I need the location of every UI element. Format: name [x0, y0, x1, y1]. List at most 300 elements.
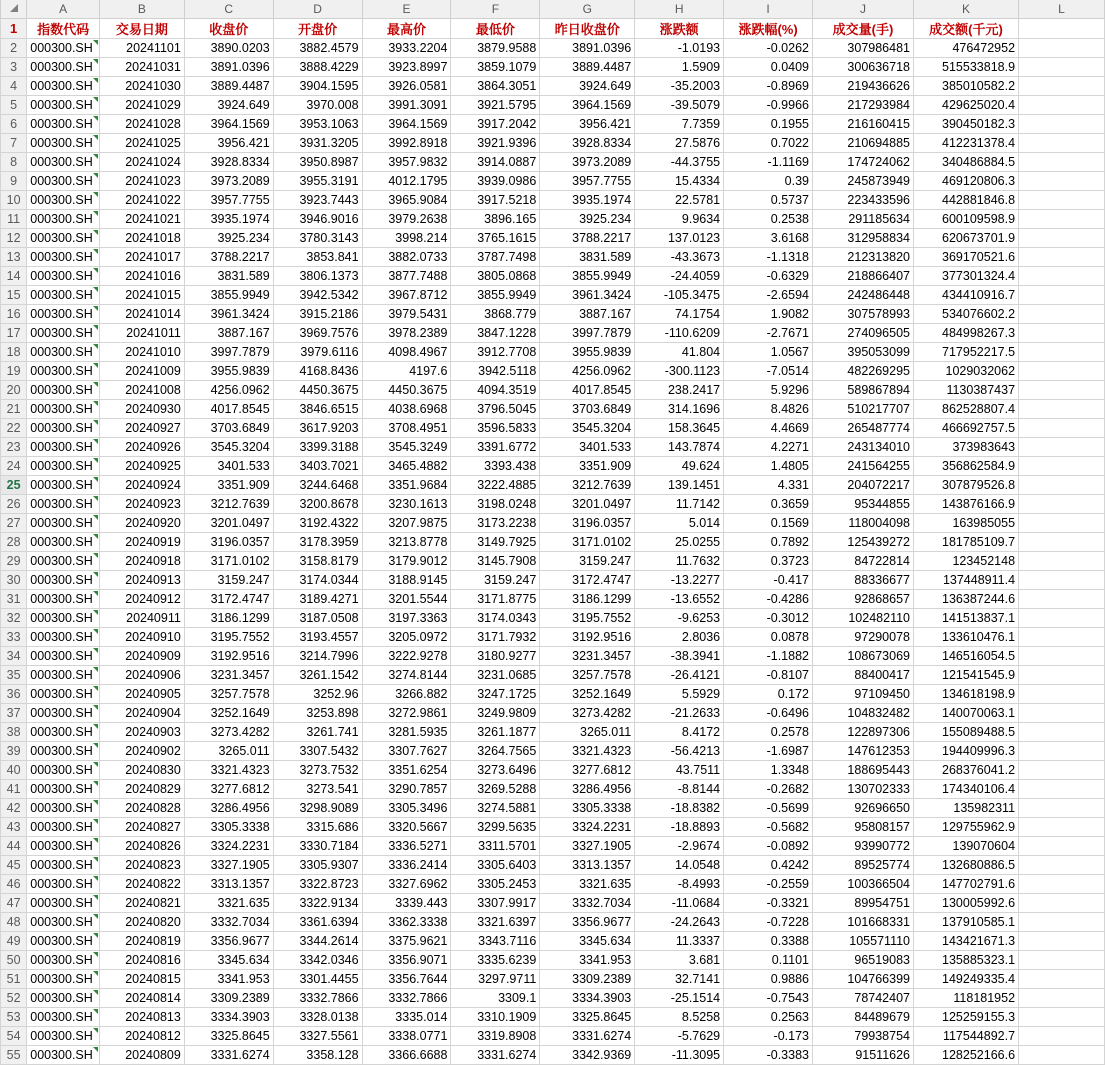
cell-value[interactable]: 155089488.5: [914, 722, 1019, 741]
cell-value[interactable]: 291185634: [813, 209, 914, 228]
cell-index-code[interactable]: 000300.SH: [27, 456, 100, 475]
cell-value[interactable]: 3297.9711: [451, 969, 540, 988]
cell-value[interactable]: -0.417: [724, 570, 813, 589]
cell-value[interactable]: 3912.7708: [451, 342, 540, 361]
cell-value[interactable]: -8.8144: [635, 779, 724, 798]
empty-cell[interactable]: [1019, 304, 1105, 323]
cell-index-code[interactable]: 000300.SH: [27, 266, 100, 285]
cell-value[interactable]: 3179.9012: [362, 551, 451, 570]
cell-index-code[interactable]: 000300.SH: [27, 703, 100, 722]
cell-value[interactable]: 11.7632: [635, 551, 724, 570]
empty-cell[interactable]: [1019, 285, 1105, 304]
cell-value[interactable]: 3201.5544: [362, 589, 451, 608]
cell-index-code[interactable]: 000300.SH: [27, 475, 100, 494]
empty-cell[interactable]: [1019, 266, 1105, 285]
table-row[interactable]: [1, 456, 1105, 475]
cell-value[interactable]: 3617.9203: [273, 418, 362, 437]
table-row[interactable]: [1, 665, 1105, 684]
cell-value[interactable]: 3277.6812: [184, 779, 273, 798]
cell-trade-date[interactable]: 20240930: [99, 399, 184, 418]
cell-value[interactable]: 3310.1909: [451, 1007, 540, 1026]
cell-index-code[interactable]: 000300.SH: [27, 494, 100, 513]
cell-value[interactable]: -0.6329: [724, 266, 813, 285]
cell-value[interactable]: 125439272: [813, 532, 914, 551]
cell-index-code[interactable]: 000300.SH: [27, 817, 100, 836]
cell-value[interactable]: 0.2563: [724, 1007, 813, 1026]
cell-index-code[interactable]: 000300.SH: [27, 722, 100, 741]
cell-value[interactable]: 476472952: [914, 38, 1019, 57]
cell-value[interactable]: 3269.5288: [451, 779, 540, 798]
row-number[interactable]: 12: [1, 228, 27, 247]
cell-value[interactable]: 3703.6849: [540, 399, 635, 418]
cell-value[interactable]: 3273.7532: [273, 760, 362, 779]
cell-value[interactable]: 1.5909: [635, 57, 724, 76]
cell-value[interactable]: 3356.9677: [184, 931, 273, 950]
cell-value[interactable]: 3231.0685: [451, 665, 540, 684]
table-row[interactable]: [1, 532, 1105, 551]
cell-value[interactable]: 8.5258: [635, 1007, 724, 1026]
cell-value[interactable]: 3305.9307: [273, 855, 362, 874]
cell-value[interactable]: 3864.3051: [451, 76, 540, 95]
cell-value[interactable]: 3889.4487: [184, 76, 273, 95]
cell-value[interactable]: -300.1123: [635, 361, 724, 380]
cell-trade-date[interactable]: 20240826: [99, 836, 184, 855]
cell-value[interactable]: 510217707: [813, 399, 914, 418]
cell-value[interactable]: 3403.7021: [273, 456, 362, 475]
cell-value[interactable]: 3935.1974: [540, 190, 635, 209]
cell-trade-date[interactable]: 20240813: [99, 1007, 184, 1026]
cell-trade-date[interactable]: 20240920: [99, 513, 184, 532]
table-row[interactable]: [1, 1045, 1105, 1064]
table-row[interactable]: [1, 570, 1105, 589]
cell-value[interactable]: 3979.5431: [362, 304, 451, 323]
empty-cell[interactable]: [1019, 18, 1105, 38]
cell-value[interactable]: -9.6253: [635, 608, 724, 627]
cell-value[interactable]: -18.8382: [635, 798, 724, 817]
cell-value[interactable]: 482269295: [813, 361, 914, 380]
column-header-i[interactable]: I: [724, 0, 813, 18]
cell-value[interactable]: 3145.7908: [451, 551, 540, 570]
cell-value[interactable]: 243134010: [813, 437, 914, 456]
cell-value[interactable]: 3361.6394: [273, 912, 362, 931]
cell-index-code[interactable]: 000300.SH: [27, 399, 100, 418]
empty-cell[interactable]: [1019, 57, 1105, 76]
cell-value[interactable]: 238.2417: [635, 380, 724, 399]
cell-value[interactable]: 3765.1615: [451, 228, 540, 247]
cell-value[interactable]: 3324.2231: [540, 817, 635, 836]
cell-value[interactable]: -39.5079: [635, 95, 724, 114]
table-row[interactable]: [1, 741, 1105, 760]
cell-value[interactable]: 0.39: [724, 171, 813, 190]
cell-value[interactable]: 43.7511: [635, 760, 724, 779]
cell-value[interactable]: -24.4059: [635, 266, 724, 285]
empty-cell[interactable]: [1019, 950, 1105, 969]
row-number[interactable]: 31: [1, 589, 27, 608]
empty-cell[interactable]: [1019, 437, 1105, 456]
cell-value[interactable]: 4017.8545: [184, 399, 273, 418]
row-number[interactable]: 23: [1, 437, 27, 456]
empty-cell[interactable]: [1019, 627, 1105, 646]
cell-value[interactable]: 0.7022: [724, 133, 813, 152]
cell-index-code[interactable]: 000300.SH: [27, 342, 100, 361]
cell-value[interactable]: 188695443: [813, 760, 914, 779]
cell-value[interactable]: 3212.7639: [540, 475, 635, 494]
row-number[interactable]: 48: [1, 912, 27, 931]
cell-value[interactable]: 3401.533: [540, 437, 635, 456]
cell-value[interactable]: 3272.9861: [362, 703, 451, 722]
cell-value[interactable]: 3222.4885: [451, 475, 540, 494]
empty-cell[interactable]: [1019, 874, 1105, 893]
cell-value[interactable]: 3324.2231: [184, 836, 273, 855]
cell-value[interactable]: 3955.9839: [184, 361, 273, 380]
cell-value[interactable]: 1130387437: [914, 380, 1019, 399]
column-header-c[interactable]: C: [184, 0, 273, 18]
cell-value[interactable]: 3998.214: [362, 228, 451, 247]
cell-value[interactable]: -11.0684: [635, 893, 724, 912]
cell-value[interactable]: 3328.0138: [273, 1007, 362, 1026]
empty-cell[interactable]: [1019, 456, 1105, 475]
cell-value[interactable]: 373983643: [914, 437, 1019, 456]
table-row[interactable]: [1, 703, 1105, 722]
cell-index-code[interactable]: 000300.SH: [27, 551, 100, 570]
cell-value[interactable]: 0.0409: [724, 57, 813, 76]
cell-value[interactable]: 143.7874: [635, 437, 724, 456]
row-number[interactable]: 9: [1, 171, 27, 190]
empty-cell[interactable]: [1019, 532, 1105, 551]
cell-value[interactable]: 11.7142: [635, 494, 724, 513]
cell-value[interactable]: 3882.4579: [273, 38, 362, 57]
cell-value[interactable]: 79938754: [813, 1026, 914, 1045]
table-row[interactable]: [1, 513, 1105, 532]
cell-value[interactable]: 3265.011: [184, 741, 273, 760]
cell-value[interactable]: 147702791.6: [914, 874, 1019, 893]
cell-value[interactable]: 3805.0868: [451, 266, 540, 285]
cell-value[interactable]: 3979.6116: [273, 342, 362, 361]
cell-value[interactable]: 4.2271: [724, 437, 813, 456]
cell-value[interactable]: 3336.5271: [362, 836, 451, 855]
cell-value[interactable]: 3264.7565: [451, 741, 540, 760]
cell-value[interactable]: 3351.6254: [362, 760, 451, 779]
empty-cell[interactable]: [1019, 209, 1105, 228]
cell-value[interactable]: 15.4334: [635, 171, 724, 190]
table-row[interactable]: [1, 57, 1105, 76]
empty-cell[interactable]: [1019, 931, 1105, 950]
empty-cell[interactable]: [1019, 513, 1105, 532]
cell-trade-date[interactable]: 20241014: [99, 304, 184, 323]
cell-value[interactable]: 11.3337: [635, 931, 724, 950]
cell-value[interactable]: 136387244.6: [914, 589, 1019, 608]
table-row[interactable]: [1, 817, 1105, 836]
cell-value[interactable]: 3171.7932: [451, 627, 540, 646]
cell-trade-date[interactable]: 20240913: [99, 570, 184, 589]
cell-trade-date[interactable]: 20241011: [99, 323, 184, 342]
cell-value[interactable]: -2.6594: [724, 285, 813, 304]
row-number[interactable]: 25: [1, 475, 27, 494]
cell-value[interactable]: 3171.0102: [540, 532, 635, 551]
cell-value[interactable]: 3961.3424: [540, 285, 635, 304]
cell-value[interactable]: 3261.1542: [273, 665, 362, 684]
row-number[interactable]: 3: [1, 57, 27, 76]
cell-value[interactable]: 3956.421: [184, 133, 273, 152]
cell-value[interactable]: 97109450: [813, 684, 914, 703]
cell-value[interactable]: 217293984: [813, 95, 914, 114]
cell-value[interactable]: 4256.0962: [540, 361, 635, 380]
cell-value[interactable]: 3955.9839: [540, 342, 635, 361]
cell-value[interactable]: 3465.4882: [362, 456, 451, 475]
table-row[interactable]: [1, 95, 1105, 114]
cell-value[interactable]: 469120806.3: [914, 171, 1019, 190]
cell-value[interactable]: 3332.7866: [273, 988, 362, 1007]
cell-index-code[interactable]: 000300.SH: [27, 589, 100, 608]
cell-trade-date[interactable]: 20240827: [99, 817, 184, 836]
cell-trade-date[interactable]: 20240829: [99, 779, 184, 798]
cell-value[interactable]: 3174.0343: [451, 608, 540, 627]
cell-value[interactable]: 600109598.9: [914, 209, 1019, 228]
cell-value[interactable]: 3319.8908: [451, 1026, 540, 1045]
empty-cell[interactable]: [1019, 646, 1105, 665]
cell-trade-date[interactable]: 20240820: [99, 912, 184, 931]
column-header-k[interactable]: K: [914, 0, 1019, 18]
cell-value[interactable]: 3205.0972: [362, 627, 451, 646]
cell-trade-date[interactable]: 20240809: [99, 1045, 184, 1064]
cell-value[interactable]: 3171.8775: [451, 589, 540, 608]
cell-value[interactable]: 3315.686: [273, 817, 362, 836]
cell-value[interactable]: 3780.3143: [273, 228, 362, 247]
cell-value[interactable]: 3879.9588: [451, 38, 540, 57]
table-row[interactable]: [1, 627, 1105, 646]
cell-value[interactable]: 8.4172: [635, 722, 724, 741]
cell-value[interactable]: 143876166.9: [914, 494, 1019, 513]
row-number[interactable]: 14: [1, 266, 27, 285]
cell-value[interactable]: 3961.3424: [184, 304, 273, 323]
cell-value[interactable]: 3358.128: [273, 1045, 362, 1064]
cell-value[interactable]: 3997.7879: [540, 323, 635, 342]
row-number[interactable]: 39: [1, 741, 27, 760]
cell-value[interactable]: 241564255: [813, 456, 914, 475]
cell-value[interactable]: 22.5781: [635, 190, 724, 209]
cell-value[interactable]: 3788.2217: [184, 247, 273, 266]
table-row[interactable]: [1, 418, 1105, 437]
table-row[interactable]: [1, 798, 1105, 817]
row-number[interactable]: 30: [1, 570, 27, 589]
row-number[interactable]: 6: [1, 114, 27, 133]
cell-value[interactable]: -1.1169: [724, 152, 813, 171]
cell-trade-date[interactable]: 20240821: [99, 893, 184, 912]
row-number[interactable]: 17: [1, 323, 27, 342]
cell-value[interactable]: 429625020.4: [914, 95, 1019, 114]
cell-value[interactable]: 3334.3903: [184, 1007, 273, 1026]
cell-value[interactable]: -1.1882: [724, 646, 813, 665]
cell-value[interactable]: 139.1451: [635, 475, 724, 494]
cell-value[interactable]: 3186.1299: [540, 589, 635, 608]
cell-value[interactable]: 139070604: [914, 836, 1019, 855]
cell-value[interactable]: 3336.2414: [362, 855, 451, 874]
cell-value[interactable]: 3356.9677: [540, 912, 635, 931]
cell-value[interactable]: 3290.7857: [362, 779, 451, 798]
cell-value[interactable]: 3942.5342: [273, 285, 362, 304]
cell-trade-date[interactable]: 20240909: [99, 646, 184, 665]
cell-value[interactable]: 3545.3204: [184, 437, 273, 456]
cell-value[interactable]: 3192.9516: [184, 646, 273, 665]
cell-value[interactable]: 620673701.9: [914, 228, 1019, 247]
cell-value[interactable]: 3335.014: [362, 1007, 451, 1026]
cell-value[interactable]: 5.014: [635, 513, 724, 532]
cell-value[interactable]: 3924.649: [540, 76, 635, 95]
cell-value[interactable]: 93990772: [813, 836, 914, 855]
cell-value[interactable]: 3914.0887: [451, 152, 540, 171]
cell-value[interactable]: 3991.3091: [362, 95, 451, 114]
cell-value[interactable]: 3.6168: [724, 228, 813, 247]
cell-value[interactable]: 0.7892: [724, 532, 813, 551]
cell-index-code[interactable]: 000300.SH: [27, 969, 100, 988]
cell-value[interactable]: 442881846.8: [914, 190, 1019, 209]
cell-value[interactable]: -8.4993: [635, 874, 724, 893]
row-number[interactable]: 15: [1, 285, 27, 304]
cell-value[interactable]: 3309.1: [451, 988, 540, 1007]
cell-value[interactable]: 3334.3903: [540, 988, 635, 1007]
cell-trade-date[interactable]: 20241010: [99, 342, 184, 361]
cell-value[interactable]: 3545.3249: [362, 437, 451, 456]
cell-value[interactable]: 3855.9949: [540, 266, 635, 285]
cell-value[interactable]: 27.5876: [635, 133, 724, 152]
row-number[interactable]: 42: [1, 798, 27, 817]
empty-cell[interactable]: [1019, 608, 1105, 627]
table-row[interactable]: [1, 836, 1105, 855]
cell-value[interactable]: 78742407: [813, 988, 914, 1007]
cell-value[interactable]: -24.2643: [635, 912, 724, 931]
row-number[interactable]: 19: [1, 361, 27, 380]
cell-value[interactable]: 141513837.1: [914, 608, 1019, 627]
cell-value[interactable]: 104766399: [813, 969, 914, 988]
cell-value[interactable]: -0.8107: [724, 665, 813, 684]
cell-value[interactable]: 3877.7488: [362, 266, 451, 285]
cell-value[interactable]: -18.8893: [635, 817, 724, 836]
cell-value[interactable]: 14.0548: [635, 855, 724, 874]
cell-index-code[interactable]: 000300.SH: [27, 152, 100, 171]
empty-cell[interactable]: [1019, 228, 1105, 247]
cell-value[interactable]: 3921.9396: [451, 133, 540, 152]
cell-value[interactable]: 3321.635: [540, 874, 635, 893]
cell-value[interactable]: 3846.6515: [273, 399, 362, 418]
cell-value[interactable]: -38.3941: [635, 646, 724, 665]
cell-value[interactable]: 3399.3188: [273, 437, 362, 456]
cell-value[interactable]: 122897306: [813, 722, 914, 741]
cell-value[interactable]: 3891.0396: [540, 38, 635, 57]
cell-index-code[interactable]: 000300.SH: [27, 665, 100, 684]
cell-index-code[interactable]: 000300.SH: [27, 836, 100, 855]
cell-value[interactable]: 133610476.1: [914, 627, 1019, 646]
table-row[interactable]: [1, 646, 1105, 665]
column-header-row[interactable]: [1, 0, 1105, 18]
cell-value[interactable]: 3939.0986: [451, 171, 540, 190]
cell-value[interactable]: 3192.4322: [273, 513, 362, 532]
cell-trade-date[interactable]: 20240906: [99, 665, 184, 684]
cell-value[interactable]: 3273.4282: [540, 703, 635, 722]
table-row[interactable]: [1, 380, 1105, 399]
cell-value[interactable]: 101668331: [813, 912, 914, 931]
empty-cell[interactable]: [1019, 779, 1105, 798]
cell-value[interactable]: 181785109.7: [914, 532, 1019, 551]
cell-value[interactable]: 3332.7034: [540, 893, 635, 912]
cell-value[interactable]: 3955.3191: [273, 171, 362, 190]
cell-value[interactable]: 3307.9917: [451, 893, 540, 912]
cell-value[interactable]: 3298.9089: [273, 798, 362, 817]
cell-value[interactable]: 3305.2453: [451, 874, 540, 893]
cell-value[interactable]: 3344.2614: [273, 931, 362, 950]
cell-trade-date[interactable]: 20241021: [99, 209, 184, 228]
cell-value[interactable]: 4.331: [724, 475, 813, 494]
cell-value[interactable]: 4168.8436: [273, 361, 362, 380]
row-number[interactable]: 45: [1, 855, 27, 874]
cell-value[interactable]: 4256.0962: [184, 380, 273, 399]
empty-cell[interactable]: [1019, 190, 1105, 209]
table-row[interactable]: [1, 266, 1105, 285]
cell-value[interactable]: 3924.649: [184, 95, 273, 114]
cell-value[interactable]: 3992.8918: [362, 133, 451, 152]
cell-value[interactable]: 218866407: [813, 266, 914, 285]
cell-value[interactable]: 3806.1373: [273, 266, 362, 285]
cell-value[interactable]: 4450.3675: [362, 380, 451, 399]
cell-value[interactable]: 216160415: [813, 114, 914, 133]
empty-cell[interactable]: [1019, 323, 1105, 342]
cell-value[interactable]: 0.1955: [724, 114, 813, 133]
cell-value[interactable]: 589867894: [813, 380, 914, 399]
cell-value[interactable]: 89525774: [813, 855, 914, 874]
cell-value[interactable]: 108673069: [813, 646, 914, 665]
cell-value[interactable]: 3172.4747: [540, 570, 635, 589]
cell-value[interactable]: 3301.4455: [273, 969, 362, 988]
cell-trade-date[interactable]: 20240923: [99, 494, 184, 513]
cell-value[interactable]: 340486884.5: [914, 152, 1019, 171]
cell-value[interactable]: 4450.3675: [273, 380, 362, 399]
table-row[interactable]: [1, 399, 1105, 418]
cell-value[interactable]: -13.2277: [635, 570, 724, 589]
cell-trade-date[interactable]: 20240910: [99, 627, 184, 646]
table-row[interactable]: [1, 76, 1105, 95]
cell-trade-date[interactable]: 20241031: [99, 57, 184, 76]
cell-value[interactable]: 3339.443: [362, 893, 451, 912]
cell-trade-date[interactable]: 20240815: [99, 969, 184, 988]
row-number[interactable]: 44: [1, 836, 27, 855]
cell-value[interactable]: 0.1569: [724, 513, 813, 532]
cell-value[interactable]: 137448911.4: [914, 570, 1019, 589]
cell-value[interactable]: 3997.7879: [184, 342, 273, 361]
empty-cell[interactable]: [1019, 798, 1105, 817]
cell-value[interactable]: -0.3321: [724, 893, 813, 912]
row-number[interactable]: 8: [1, 152, 27, 171]
cell-value[interactable]: -43.3673: [635, 247, 724, 266]
cell-value[interactable]: 3708.4951: [362, 418, 451, 437]
cell-value[interactable]: 84489679: [813, 1007, 914, 1026]
cell-value[interactable]: 3273.4282: [184, 722, 273, 741]
cell-value[interactable]: 3855.9949: [451, 285, 540, 304]
cell-value[interactable]: 314.1696: [635, 399, 724, 418]
cell-value[interactable]: 3189.4271: [273, 589, 362, 608]
cell-value[interactable]: 3231.3457: [184, 665, 273, 684]
cell-index-code[interactable]: 000300.SH: [27, 57, 100, 76]
row-number[interactable]: 13: [1, 247, 27, 266]
row-number[interactable]: 32: [1, 608, 27, 627]
cell-index-code[interactable]: 000300.SH: [27, 988, 100, 1007]
cell-value[interactable]: 3928.8334: [540, 133, 635, 152]
cell-value[interactable]: 100366504: [813, 874, 914, 893]
cell-value[interactable]: 3196.0357: [540, 513, 635, 532]
cell-value[interactable]: 3935.1974: [184, 209, 273, 228]
cell-value[interactable]: 3313.1357: [184, 874, 273, 893]
cell-value[interactable]: 128252166.6: [914, 1045, 1019, 1064]
empty-cell[interactable]: [1019, 817, 1105, 836]
cell-value[interactable]: 8.4826: [724, 399, 813, 418]
